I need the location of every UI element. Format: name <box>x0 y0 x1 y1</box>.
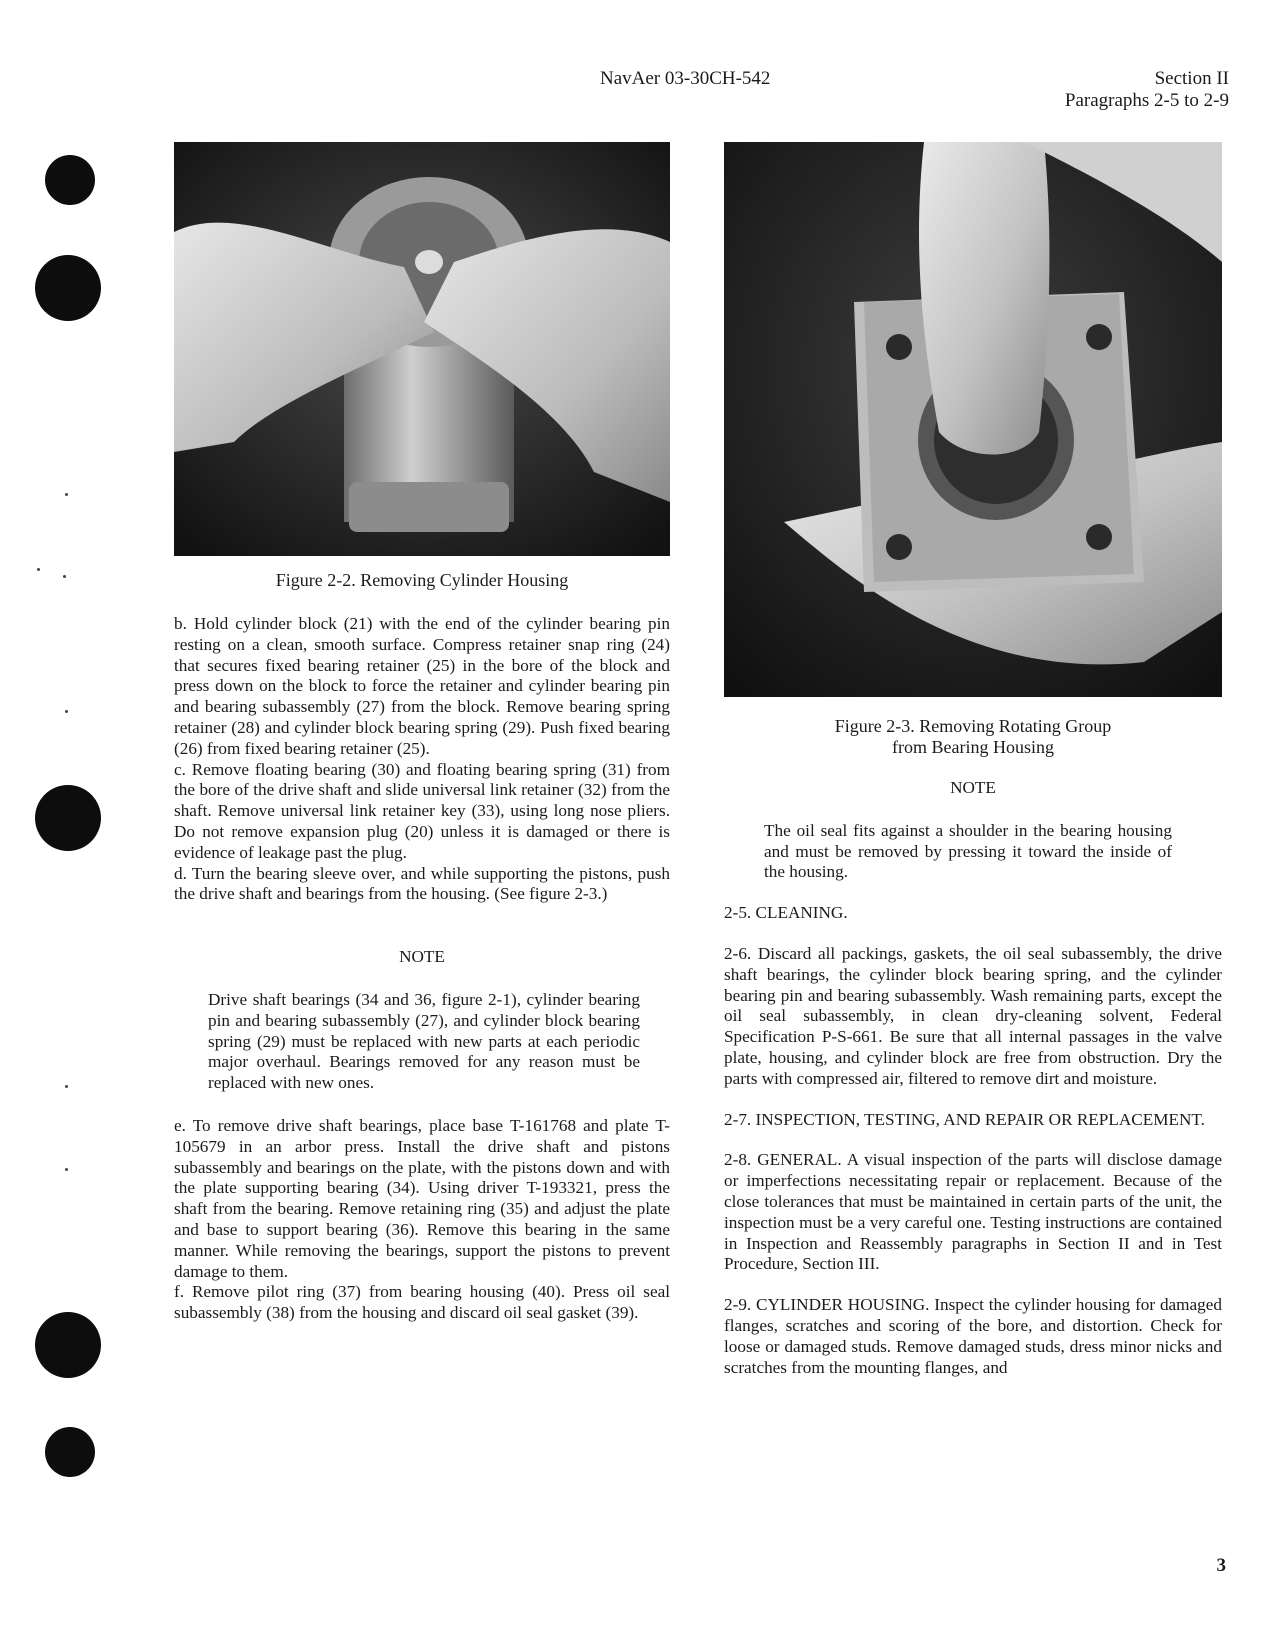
scan-speck <box>65 710 68 713</box>
page-number: 3 <box>1216 1555 1226 1576</box>
scan-speck <box>65 1168 68 1171</box>
binder-hole <box>35 785 101 851</box>
paragraph-c: c. Remove floating bearing (30) and floating bearing spring (31) from the bore of the drive shaft and slide universal link retainer (32) from the shaft. Remove universal link retainer key (33), using long nose pliers. Do not remove expansion plug (20) unless it is damaged or there is evidence of leakage past the plug. <box>174 759 670 862</box>
binder-hole <box>35 1312 101 1378</box>
figure-2-3-caption: Figure 2-3. Removing Rotating Group from Bearing Housing <box>834 716 1112 757</box>
note-heading: NOTE <box>950 778 996 797</box>
document-number: NavAer 03-30CH-542 <box>600 68 771 89</box>
paragraph-2-9: 2-9. CYLINDER HOUSING. Inspect the cylinder housing for damaged flanges, scratches and scoring of the bore, and distortion. Check for loose or damaged studs. Remove damaged studs, dress minor nicks and scratches from the mounting flanges, and <box>724 1295 1222 1377</box>
left-column <box>174 614 670 1324</box>
paragraph-d: d. Turn the bearing sleeve over, and while supporting the pistons, push the drive shaft and bearings from the housing. (See figure 2-3.) <box>174 863 670 904</box>
paragraph-2-8: 2-8. GENERAL. A visual inspection of the parts will disclose damage or imperfections necessitating repair or replacement. Because of the close tolerances that must be maintained in certain parts of the unit, the inspection must be a very careful one. Testing instructions are contained in Inspection and Reassembly paragraphs in Section II and in Test Procedure, Section III. <box>724 1150 1222 1274</box>
paragraph-e: e. To remove drive shaft bearings, place base T-161768 and plate T-105679 in an arbor press. Install the drive shaft and pistons subassembly and bearings on the plate, with the pistons down and with the plate supporting bearing (34). Using driver T-193321, press the shaft from the bearing. Remove retaining ring (35) and adjust the plate and base to support bearing (36). Remove this bearing in the same manner. While removing the bearings, support the pistons to prevent damage to them. <box>174 1115 670 1281</box>
scan-speck <box>65 493 68 496</box>
figure-2-2-caption: Figure 2-2. Removing Cylinder Housing <box>275 570 569 590</box>
scan-speck <box>65 1085 68 1088</box>
heading-cleaning: 2-5. CLEANING. <box>724 903 848 923</box>
note-heading: NOTE <box>399 947 445 967</box>
figure-2-2-photo <box>174 142 670 556</box>
scan-speck <box>63 575 66 578</box>
heading-inspection: 2-7. INSPECTION, TESTING, AND REPAIR OR REPLACEMENT. <box>724 1109 1205 1129</box>
right-column <box>724 778 1222 1378</box>
binder-hole <box>45 1427 95 1477</box>
paragraph-2-6: 2-6. Discard all packings, gaskets, the oil seal subassembly, the drive shaft bearings, the cylinder block bearing spring, and the cylinder bearing pin and bearing subassembly. Wash remaining parts, except the oil seal subassembly, in clean dry-cleaning solvent, Federal Specification P-S-661. Be sure that all internal passages in the valve plate, housing, and cylinder block are free from obstruction. Dry the parts with compressed air, filtered to remove dirt and moisture. <box>724 943 1222 1088</box>
paragraph-b: b. Hold cylinder block (21) with the end of the cylinder bearing pin resting on a clean, smooth surface. Compress retainer snap ring (24) that secures fixed bearing retainer (25) in the bore of the block and press down on the block to force the retainer and cylinder bearing pin and bearing subassembly (27) from the block. Remove bearing spring retainer (28) and cylinder block bearing spring (29). Push fixed bearing (26) from fixed bearing retainer (25). <box>174 614 670 758</box>
binder-hole <box>35 255 101 321</box>
figure-2-3-photo <box>724 142 1222 697</box>
section-header <box>1065 68 1229 112</box>
paragraphs-range: Paragraphs 2-5 to 2-9 <box>1064 90 1229 111</box>
section-label: Section II <box>1154 68 1229 89</box>
note-text: Drive shaft bearings (34 and 36, figure 2-1), cylinder bearing pin and bearing subassembly (27), and cylinder block bearing spring (29) must be replaced with new parts at each periodic major overhaul. Bearings removed for any reason must be replaced with new ones. <box>208 989 640 1093</box>
note-text: The oil seal fits against a shoulder in the bearing housing and must be removed by pressing it toward the inside of the housing. <box>764 820 1172 882</box>
paragraph-f: f. Remove pilot ring (37) from bearing housing (40). Press oil seal subassembly (38) from the housing and discard oil seal gasket (39). <box>174 1282 670 1323</box>
scan-speck <box>37 568 40 571</box>
binder-hole <box>45 155 95 205</box>
